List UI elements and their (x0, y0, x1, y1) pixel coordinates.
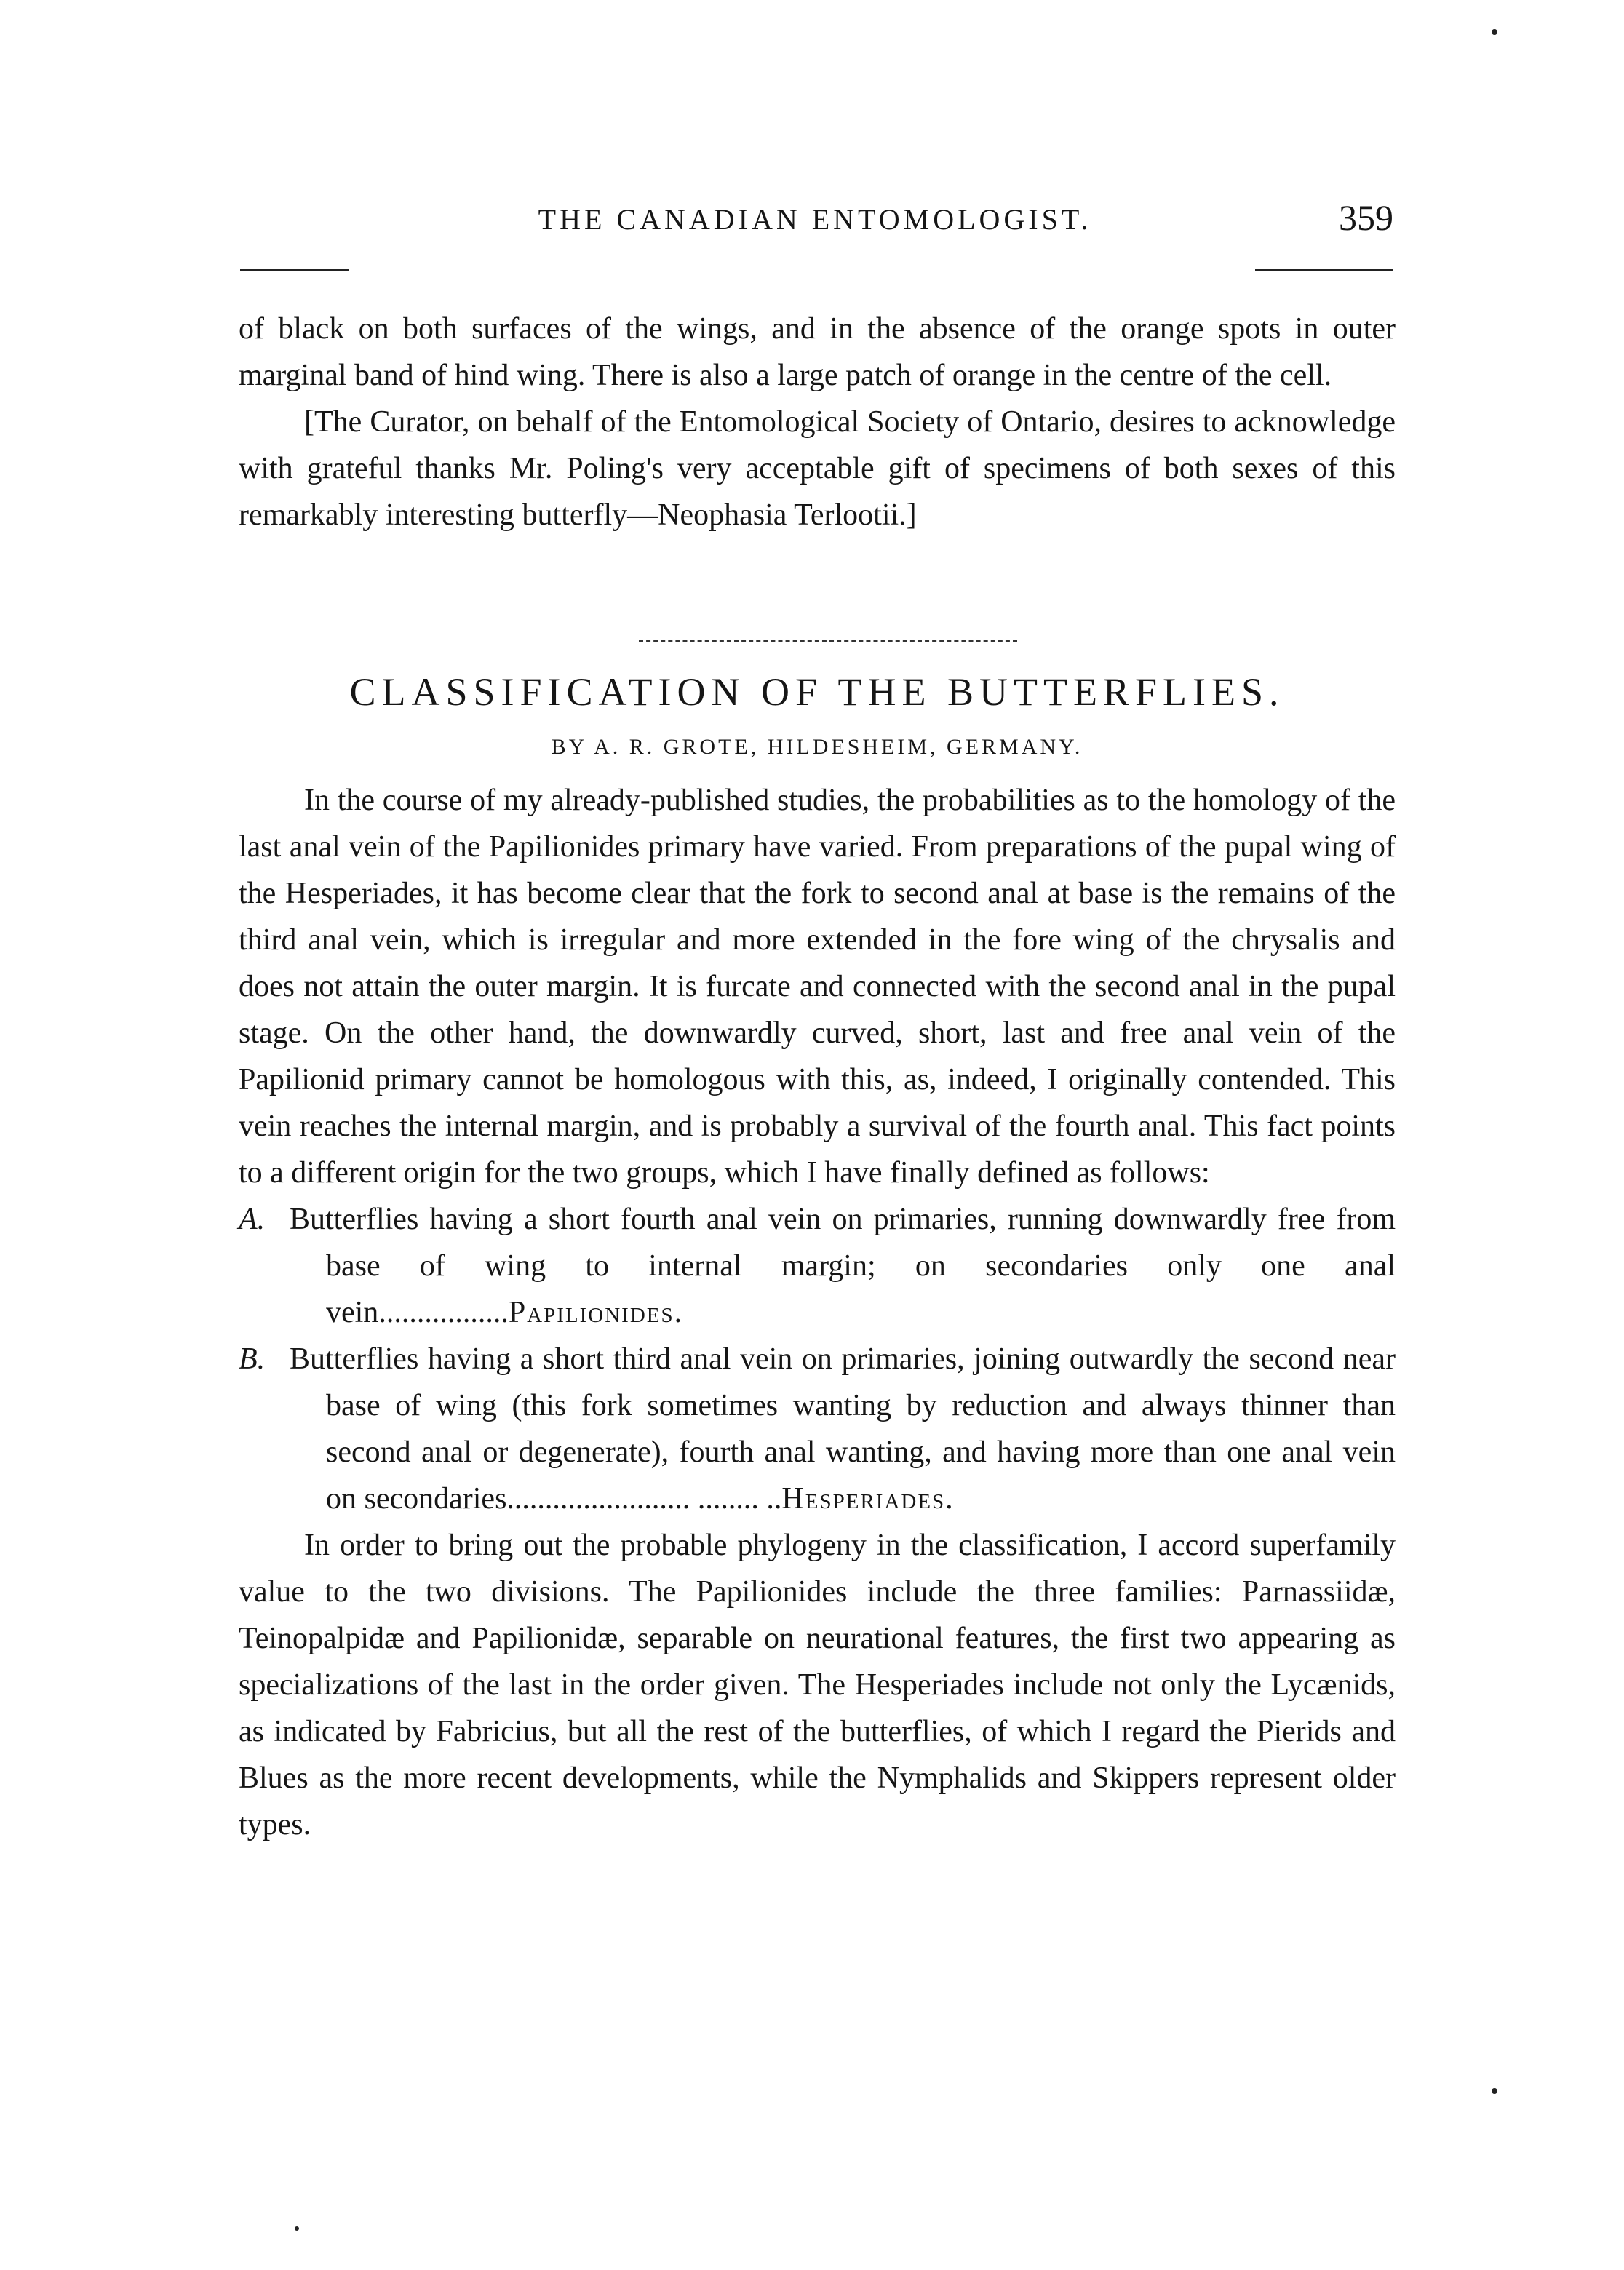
item-b-label: B. (239, 1342, 266, 1376)
item-b-text: Butterflies having a short third anal vein on primaries, joining outwardly the second near base of wing (this fork sometimes wanting by reduction and always thinner than second anal or degenerate), fourth anal wanting, and having more than one anal vein on secondaries (290, 1342, 1396, 1516)
scan-speck (1492, 2088, 1497, 2094)
article-body (239, 777, 1396, 1848)
continued-paragraph: of black on both surfaces of the wings, and in the absence of the orange spots in outer marginal band of hind wing. There is also a large patch of orange in the centre of the cell. (239, 312, 1396, 392)
article-paragraph-2: In order to bring out the probable phylogeny in the classification, I accord superfamily value to the two divisions. The Papilionides include the three families: Parnassiidæ, Teinopalpidæ and Papilionidæ, separable on neurational features, the first two appearing as specializations of the last in the order given. The Hesperiades include not only the Lycænids, as indicated by Fabricius, but all the rest of the butterflies, of which I regard the Pierids and Blues as the more recent developments, while the Nymphalids and Skippers represent older types. (239, 1529, 1396, 1841)
item-a-group: Papilionides. (508, 1296, 684, 1329)
scan-speck (295, 2226, 299, 2231)
page-number: 359 (1339, 197, 1393, 238)
section-separator (639, 640, 1017, 642)
item-b-group: Hesperiades. (781, 1482, 955, 1516)
item-a-leader: ................. (378, 1296, 509, 1329)
running-head (240, 197, 1393, 253)
header-rule-left (240, 269, 349, 271)
continued-text (239, 306, 1396, 538)
classification-item-b (239, 1336, 1396, 1522)
item-a-label: A. (239, 1203, 266, 1236)
classification-item-a (239, 1196, 1396, 1336)
header-rule-right (1255, 269, 1393, 271)
scan-speck (1492, 29, 1497, 35)
journal-title: THE CANADIAN ENTOMOLOGIST. (538, 203, 1092, 236)
article-title: CLASSIFICATION OF THE BUTTERFLIES. (349, 670, 1285, 714)
curator-note: [The Curator, on behalf of the Entomological Society of Ontario, desires to acknowledge with grateful thanks Mr. Poling's very acceptable gift of specimens of both sexes of this remarkably interesting butterfly—Neophasia Terlootii.] (239, 405, 1396, 532)
article-byline: BY A. R. GROTE, HILDESHEIM, GERMANY. (551, 735, 1083, 759)
article-paragraph-1: In the course of my already-published studies, the probabilities as to the homology of the last anal vein of the Papilionides primary have varied. From preparations of the pupal wing of the Hesperiades, it has become clear that the fork to second anal at base is the remains of the third anal vein, which is irregular and more extended in the fore wing of the chrysalis and does not attain the outer margin. It is furcate and connected with the second anal in the pupal stage. On the other hand, the downwardly curved, short, last and free anal vein of the Papilionid primary cannot be homologous with this, as, indeed, I originally contended. This vein reaches the internal margin, and is probably a survival of the fourth anal. This fact points to a different origin for the two groups, which I have finally defined as follows: (239, 784, 1396, 1190)
item-a-text: Butterflies having a short fourth anal vein on primaries, running downwardly free from base of wing to internal margin; on secondaries only one anal vein (290, 1203, 1396, 1329)
item-b-leader: ........................ ........ .. (506, 1482, 782, 1516)
